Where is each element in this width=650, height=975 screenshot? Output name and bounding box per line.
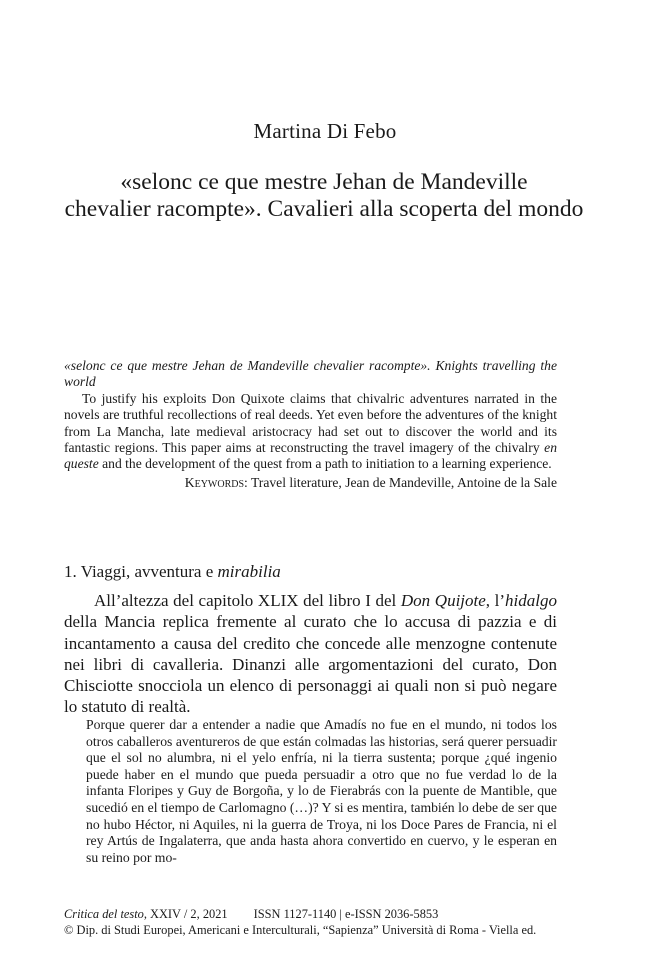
abstract-italic-term: en queste xyxy=(64,440,557,472)
section-heading xyxy=(64,562,281,582)
keywords xyxy=(64,475,557,491)
abstract-body xyxy=(64,391,557,473)
abstract xyxy=(64,358,557,491)
body-paragraph xyxy=(64,590,557,718)
paragraph-text-2: , l’ xyxy=(485,591,506,610)
english-title: «selonc ce que mestre Jehan de Mandeville chevalier racompte». Knights travelling the world xyxy=(64,358,557,390)
journal-volume: , XXIV / 2, 2021 xyxy=(143,907,228,921)
abstract-text-1: To justify his exploits Don Quixote claims that chivalric adventures narrated in the novels are truthful recollections of real deeds. Yet even before the adventures of the knight from La Mancha, late medieval aristocracy had set out to discover the world and its fantastic regions. This paper aims at reconstructing the travel imagery of the chivalry xyxy=(64,390,557,456)
paragraph-text-1: All’altezza del capitolo XLIX del libro I del xyxy=(94,591,401,610)
section-heading-italic: mirabilia xyxy=(217,562,281,581)
block-quote: Porque querer dar a entender a nadie que Amadís no fue en el mundo, ni todos los otros caballeros aventureros de que están colmadas las historias, será querer persuadir que el sol no alumbra, ni el yelo enfría, ni la tierra sustenta; porque ¿qué ingenio puede haber en el mundo que pueda persuadir a otro que no fue verdad lo de la infanta Floripes y Guy de Borgoña, y lo de Fierabrás con la puente de Mantible, que sucedió en el tiempo de Carlomagno (…)? Y si es mentira, también lo debe de ser que no hubo Héctor, ni Aquiles, ni la guerra de Troya, ni los Doce Pares de Francia, ni el rey Artús de Ingalaterra, que anda hasta ahora convertido en cuervo, y le esperan en su reino por mo- xyxy=(86,717,557,865)
abstract-text-2: and the development of the quest from a path to initiation to a learning experience. xyxy=(98,456,552,472)
journal-name: Critica del testo xyxy=(64,907,144,921)
section-heading-text: 1. Viaggi, avventura e xyxy=(64,562,218,581)
keywords-text: : Travel literature, Jean de Mandeville, Antoine de la Sale xyxy=(244,474,557,490)
paragraph-italic-1: Don Quijote xyxy=(400,591,486,610)
article-title-line-2: chevalier racompte». Cavalieri alla scoperta del mondo xyxy=(64,196,584,222)
article-title-line-1: «selonc ce que mestre Jehan de Mandeville xyxy=(120,169,528,195)
footer-citation xyxy=(64,906,584,922)
paragraph-text-3: della Mancia replica fremente al curato che lo accusa di pazzia e di incantamento a causa del credito che concede alle menzogne contenute nei libri di cavalleria. Dinanzi alle argomentazioni del curato, Don Chisciotte snocciola un elenco di personaggi ai quali non si può negare lo statuto di realtà. xyxy=(64,612,557,717)
keywords-label: Keywords xyxy=(184,474,245,490)
author-name: Martina Di Febo xyxy=(253,119,397,143)
issn-text: ISSN 1127-1140 | e-ISSN 2036-5853 xyxy=(253,907,439,921)
article-title xyxy=(64,169,584,223)
page-footer xyxy=(64,906,584,938)
footer-copyright: © Dip. di Studi Europei, Americani e Interculturali, “Sapienza” Università di Roma - Viella ed. xyxy=(64,923,537,937)
paragraph-italic-2: hidalgo xyxy=(505,591,557,610)
